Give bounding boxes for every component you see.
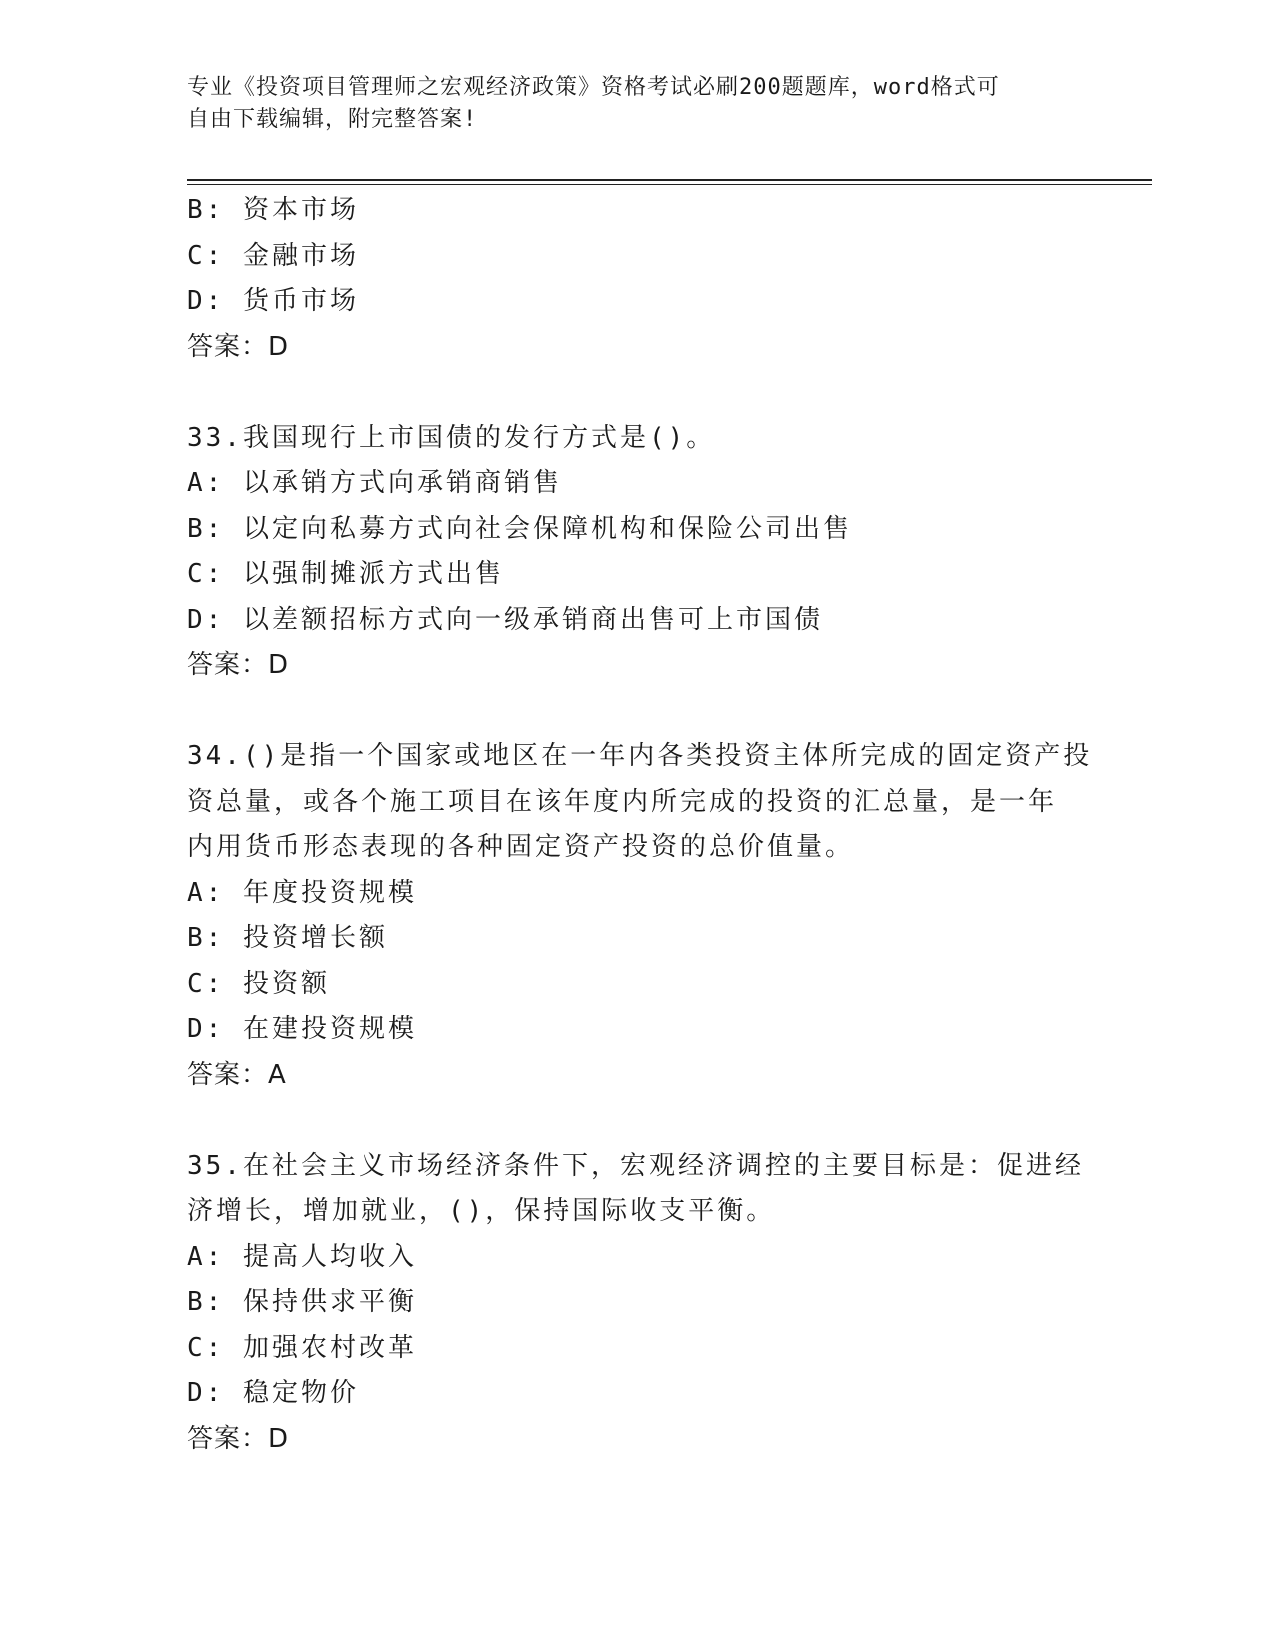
option-a: A: 年度投资规模 [187,877,417,908]
answer-line: 答案：D [187,1423,290,1454]
spacer [187,1098,1087,1144]
page-header [187,72,1077,136]
option-b: B: 保持供求平衡 [187,1287,417,1317]
option-a: A: 以承销方式向承销商销售 [187,468,562,498]
question-34 [187,734,1093,1098]
question-text: 35.在社会主义市场经济条件下，宏观经济调控的主要目标是：促进经 [187,1150,1084,1181]
question-text: 资总量，或各个施工项目在该年度内所完成的投资的汇总量，是一年 [187,786,1058,817]
option-c: C: 以强制摊派方式出售 [187,559,504,589]
question-partial [187,188,1087,370]
header-rule-thin [187,184,1152,185]
question-list [187,188,1093,1462]
question-35 [187,1144,1087,1463]
option-b: B: 投资增长额 [187,923,388,953]
option-d: D: 货币市场 [187,286,359,316]
question-text: 34.()是指一个国家或地区在一年内各类投资主体所完成的固定资产投 [187,741,1093,771]
option-b: B: 以定向私募方式向社会保障机构和保险公司出售 [187,513,852,544]
question-33 [187,416,1087,689]
option-c: C: 投资额 [187,968,330,999]
header-line-1: 专业《投资项目管理师之宏观经济政策》资格考试必刷200题题库，word格式可 [187,75,1000,100]
option-d: D: 以差额招标方式向一级承销商出售可上市国债 [187,604,823,635]
option-c: C: 加强农村改革 [187,1332,417,1363]
question-text: 济增长，增加就业，()，保持国际收支平衡。 [187,1196,776,1226]
spacer [187,689,1087,735]
answer-line: 答案：D [187,650,290,680]
answer-line: 答案：A [187,1059,287,1090]
answer-line: 答案：D [187,331,290,362]
option-b: B: 资本市场 [187,195,359,225]
header-rule-thick [187,179,1152,181]
spacer [187,370,1087,416]
option-d: D: 稳定物价 [187,1378,359,1408]
header-line-2: 自由下载编辑，附完整答案! [187,107,478,132]
question-text: 33.我国现行上市国债的发行方式是()。 [187,422,716,453]
option-d: D: 在建投资规模 [187,1014,417,1044]
option-a: A: 提高人均收入 [187,1241,417,1272]
question-text: 内用货币形态表现的各种固定资产投资的总价值量。 [187,832,855,862]
option-c: C: 金融市场 [187,240,359,271]
